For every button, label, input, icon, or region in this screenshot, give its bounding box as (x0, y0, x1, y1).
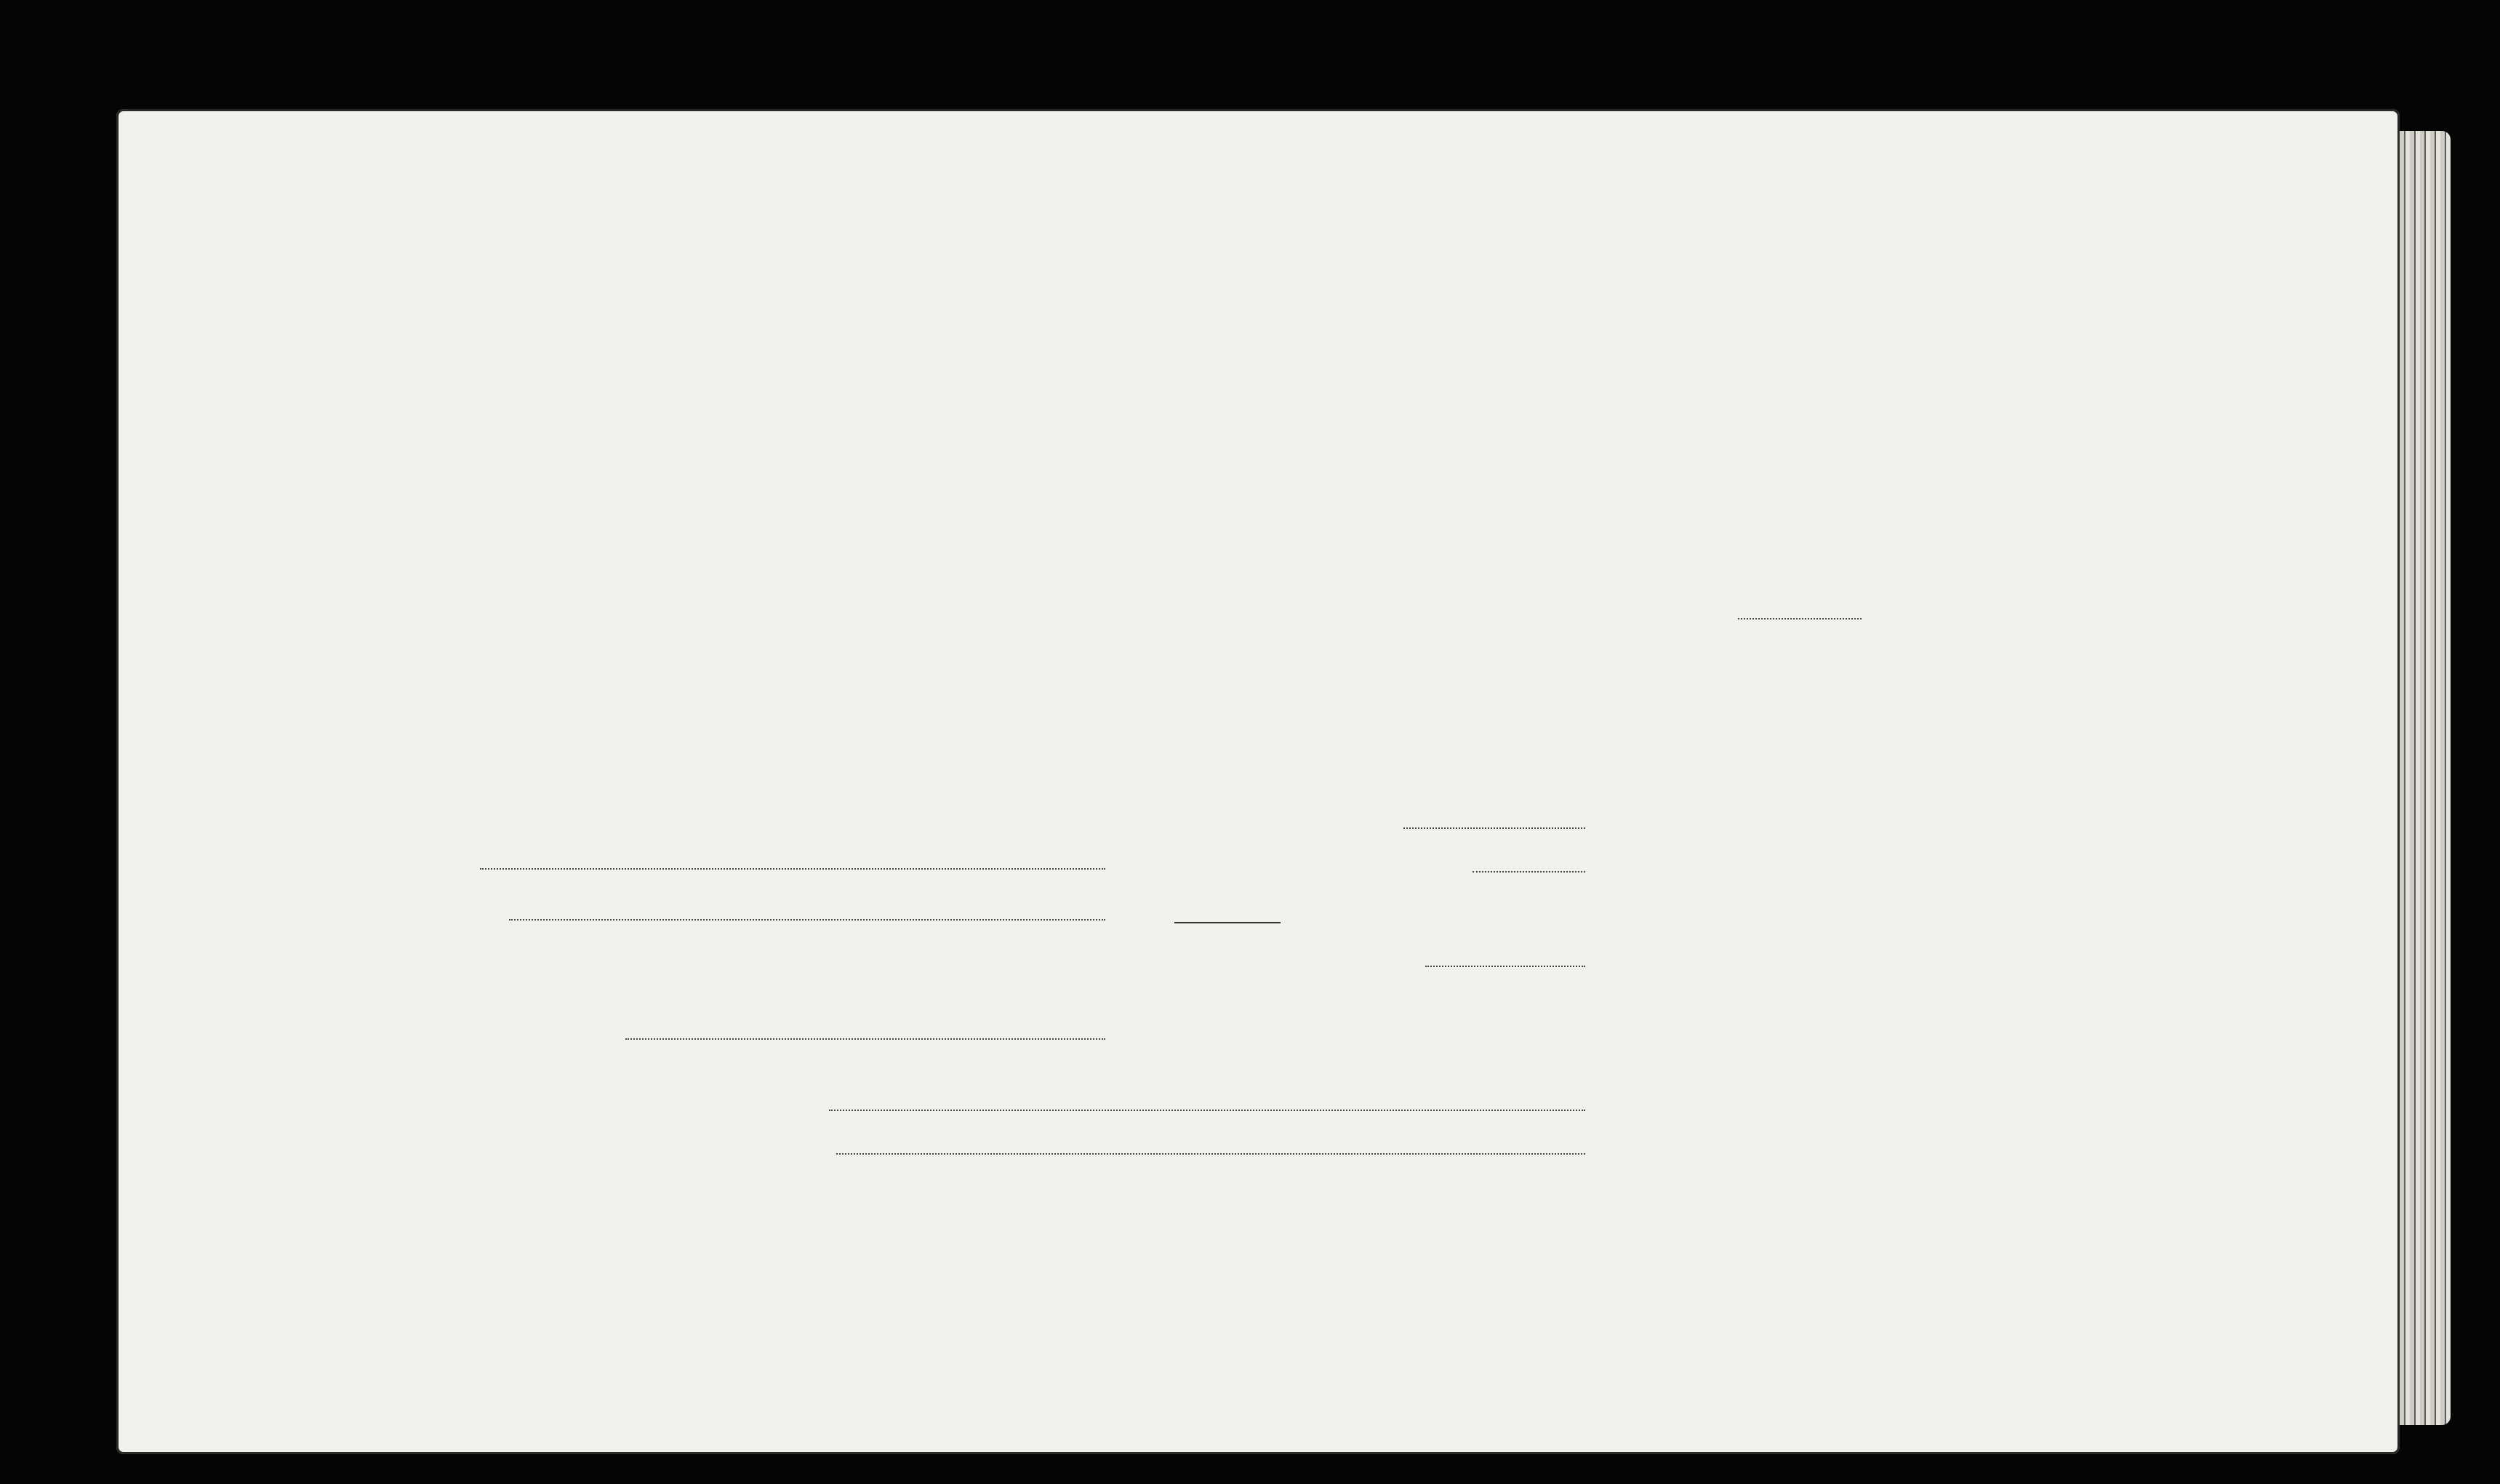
status-underline (1174, 922, 1281, 923)
fio-line (829, 1110, 1585, 1111)
number-line (1738, 618, 1862, 619)
census-card (116, 109, 2400, 1454)
institution-line (836, 1153, 1585, 1155)
selo-line (625, 1038, 1105, 1040)
soslovie-line (1403, 827, 1585, 829)
nation-line (1473, 871, 1585, 873)
card-edge (2400, 131, 2451, 1425)
absent-line (1425, 966, 1585, 967)
grid-lines (116, 109, 2400, 1454)
volost-line (509, 919, 1105, 921)
uezd-line (480, 868, 1105, 870)
